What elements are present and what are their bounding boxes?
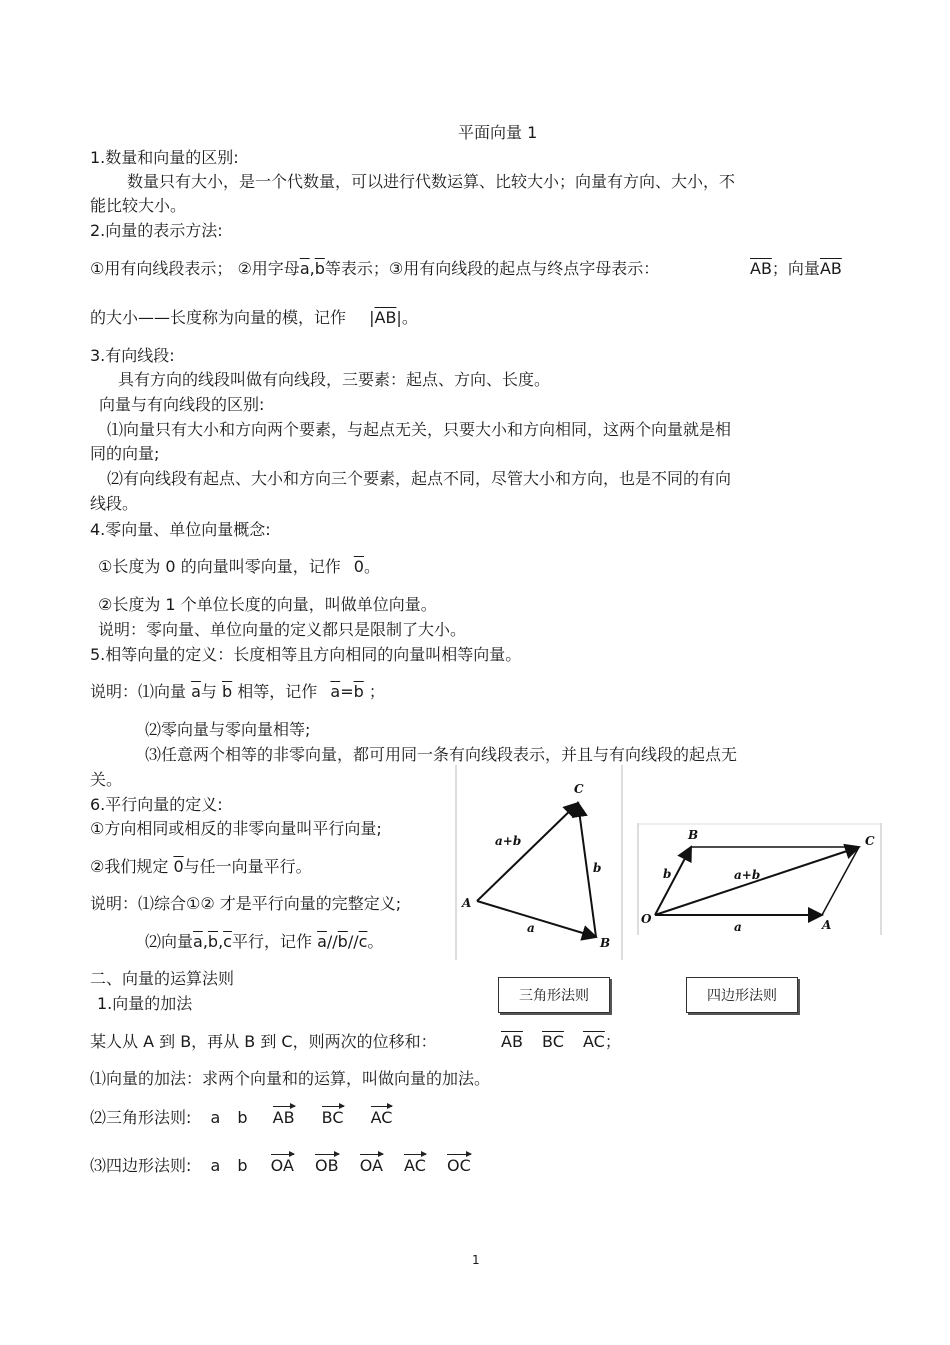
vector-b: b [237, 1156, 248, 1175]
vector-c: $\overline{c}$ [223, 932, 232, 951]
triangle-label-c-point: C [574, 782, 584, 796]
parallelogram-label-b: b [663, 867, 672, 881]
rule-text: ②我们规定 [90, 857, 169, 876]
vector-a: a [210, 1108, 221, 1127]
section-6-heading: 6.平行向量的定义: [90, 795, 223, 814]
displacement-vectors [501, 1032, 621, 1051]
section-2-heading: 2.向量的表示方法: [90, 221, 223, 240]
vector-a: $\overline{a}$ [193, 932, 203, 951]
method-2-rest: 等表示；③用有向线段的起点与终点字母表示： [324, 259, 660, 278]
triangle-vector-a [477, 901, 596, 937]
vector-a: $\overline{a}$ [299, 259, 310, 278]
vector-ab: AB [272, 1108, 295, 1127]
vector-ab: $\overline{AB}$ [750, 259, 772, 278]
parallelogram-rule-line [90, 1156, 471, 1175]
parallel-b: $\overline{b}$ [337, 932, 348, 951]
section-5-note-3b: 关。 [90, 770, 123, 789]
triangle-rule-figure [455, 765, 623, 960]
parallelogram-rule-figure [637, 823, 883, 935]
text-vector: ；向量 [771, 259, 820, 278]
section-3-line-4a: ⑵有向线段有起点、大小和方向三个要素，起点不同，尽管大小和方向，也是不同的有向 [107, 469, 732, 488]
zero-vector-symbol: 0 [353, 557, 364, 576]
parallel-sign-2: // [347, 932, 359, 951]
period: 。 [367, 932, 384, 951]
semicolon: ； [368, 682, 385, 701]
section-4-heading: 4.零向量、单位向量概念: [90, 520, 271, 539]
period: 。 [363, 557, 380, 576]
parallelogram-rule-label: ⑶四边形法则: [90, 1156, 192, 1175]
section-3-line-1: 具有方向的线段叫做有向线段，三要素：起点、方向、长度。 [118, 370, 551, 389]
modulus-bar-right: |。 [396, 308, 418, 327]
vector-a: a [210, 1156, 221, 1175]
parallelogram-label-a: a [734, 920, 742, 934]
vector-ac: AC [370, 1108, 393, 1127]
parallelogram-label-b-point: B [688, 828, 699, 842]
section-1-line-2: 能比较大小。 [90, 196, 187, 215]
section-3-heading: 3.有向线段: [90, 346, 175, 365]
section-1-heading: 1.数量和向量的区别: [90, 148, 239, 167]
section-6-line-1: ①方向相同或相反的非零向量叫平行向量; [90, 819, 382, 838]
vector-ac: AC [404, 1156, 426, 1175]
page-number: 1 [472, 1253, 480, 1267]
zero-vector-symbol: 0 [173, 857, 184, 876]
comma: , [309, 259, 315, 278]
parallel-c: $\overline{c}$ [358, 932, 368, 951]
parallelogram-label-a-point: A [822, 918, 832, 932]
vector-ob: OB [315, 1156, 339, 1175]
vector-oa: OA [270, 1156, 294, 1175]
triangle-vector-sum [477, 803, 578, 901]
modulus-bar-left: | [369, 308, 375, 327]
vector-b: b [237, 1108, 248, 1127]
vector-b: $\overline{b}$ [222, 682, 233, 701]
zero-vector-text: ①长度为 0 的向量叫零向量，记作 [98, 557, 341, 576]
triangle-label-a: a [527, 921, 535, 935]
vector-bc: BC [321, 1108, 344, 1127]
triangle-label-b: b [593, 861, 602, 875]
semicolon: ； [604, 1032, 621, 1051]
section-2-vector-ab [750, 259, 842, 278]
section-3-line-3b: 同的向量; [90, 444, 160, 463]
triangle-label-b-point: B [600, 936, 611, 950]
parallelogram-label-sum: a+b [734, 868, 761, 882]
equal-text: 相等，记作 [237, 682, 318, 701]
triangle-rule-label: ⑵三角形法则: [90, 1108, 192, 1127]
operations-heading: 二、向量的运算法则 [90, 969, 235, 988]
vector-a: $\overline{a}$ [191, 682, 201, 701]
vector-b: $\overline{b}$ [207, 932, 219, 951]
parallelogram-label-o: O [641, 912, 652, 926]
section-4-line-3: 说明：零向量、单位向量的定义都只是限制了大小。 [98, 620, 467, 639]
section-3-line-2: 向量与有向线段的区别: [99, 395, 265, 414]
addition-subheading: 1.向量的加法 [97, 994, 193, 1013]
note-1-text: 说明：⑴向量 [90, 682, 187, 701]
vector-ab-2: $\overline{AB}$ [819, 259, 842, 278]
section-2-modulus [90, 308, 418, 327]
section-6-line-3: 说明：⑴综合①② 才是平行向量的完整定义; [90, 894, 402, 913]
triangle-label-sum: a+b [495, 834, 522, 848]
method-1: ①用有向线段表示； [90, 259, 233, 278]
triangle-rule-line [90, 1108, 392, 1127]
section-5-heading: 5.相等向量的定义：长度相等且方向相同的向量叫相等向量。 [90, 645, 522, 664]
vector-ab: $\overline{AB}$ [501, 1032, 523, 1051]
page-title: 平面向量 1 [458, 123, 538, 142]
modulus-vector: $\overline{AB}$ [374, 308, 397, 327]
section-3-line-4b: 线段。 [90, 494, 139, 513]
section-6-line-4: ⑵向量$\overline{a},\overline{b},\overline{c}$平行，记作 $\overline{a}//\overline{b}//\overline{c}$。 [145, 932, 384, 951]
modulus-text: 的大小——长度称为向量的模，记作 [90, 308, 347, 327]
with-text: 与 [200, 682, 217, 701]
triangle-rule-label-box: 三角形法则 [498, 977, 610, 1013]
section-3-line-3a: ⑴向量只有大小和方向两个要素，与起点无关，只要大小和方向相同，这两个向量就是相 [107, 420, 732, 439]
parallelogram-rule-label-box: 四边形法则 [686, 977, 798, 1013]
displacement-line: 某人从 A 到 B，再从 B 到 C，则两次的位移和： [90, 1032, 437, 1051]
section-1-line-1: 数量只有大小，是一个代数量，可以进行代数运算、比较大小；向量有方向、大小，不 [127, 172, 736, 191]
section-5-note-3a: ⑶任意两个相等的非零向量，都可用同一条有向线段表示，并且与有向线段的起点无 [145, 745, 738, 764]
triangle-label-a-point: A [462, 896, 472, 910]
addition-definition: ⑴向量的加法：求两个向量和的运算，叫做向量的加法。 [90, 1069, 491, 1088]
vectors-text: ⑵向量 [145, 932, 194, 951]
vector-b: $\overline{b}$ [314, 259, 325, 278]
section-2-methods [90, 259, 659, 278]
vector-b-2: $\overline{b}$ [353, 682, 364, 701]
section-5-note-1 [90, 682, 385, 701]
parallel-sign-1: // [326, 932, 338, 951]
vector-oc: OC [446, 1156, 471, 1175]
parallel-text: 平行，记作 [231, 932, 312, 951]
vector-a-2: $\overline{a}$ [330, 682, 341, 701]
parallelogram-label-c-point: C [865, 834, 875, 848]
parallel-any-text: 与任一向量平行。 [183, 857, 312, 876]
vector-ac: $\overline{AC}$ [582, 1032, 605, 1051]
method-2: ②用字母 [237, 259, 300, 278]
section-6-line-2 [90, 857, 312, 876]
parallel-a: $\overline{a}$ [317, 932, 327, 951]
equals-sign: = [340, 682, 354, 701]
section-4-line-1 [98, 557, 380, 576]
vector-bc: $\overline{BC}$ [542, 1032, 564, 1051]
vector-oa-2: OA [359, 1156, 383, 1175]
section-5-note-2: ⑵零向量与零向量相等; [145, 720, 311, 739]
section-4-line-2: ②长度为 1 个单位长度的向量，叫做单位向量。 [98, 595, 437, 614]
